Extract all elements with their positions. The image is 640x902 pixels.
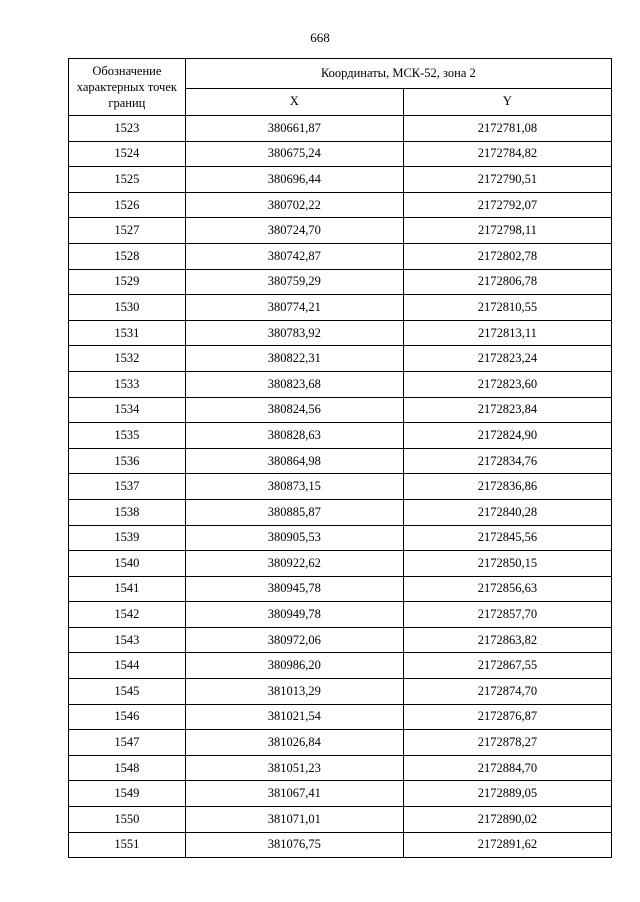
table-row [69, 192, 612, 218]
table-row [69, 295, 612, 321]
table-row [69, 397, 612, 423]
y-coordinate-cell: 2172878,27 [403, 730, 611, 756]
x-coordinate-cell: 380864,98 [185, 448, 403, 474]
y-coordinate-cell: 2172889,05 [403, 781, 611, 807]
y-coordinate-cell: 2172863,82 [403, 627, 611, 653]
point-id-cell: 1536 [69, 448, 186, 474]
table-body [69, 116, 612, 858]
y-coordinate-cell: 2172781,08 [403, 116, 611, 142]
point-id-cell: 1534 [69, 397, 186, 423]
point-id-cell: 1551 [69, 832, 186, 858]
x-coordinate-cell: 381026,84 [185, 730, 403, 756]
y-coordinate-cell: 2172813,11 [403, 320, 611, 346]
y-coordinate-cell: 2172806,78 [403, 269, 611, 295]
x-coordinate-cell: 381051,23 [185, 755, 403, 781]
table-row [69, 269, 612, 295]
y-coordinate-cell: 2172874,70 [403, 679, 611, 705]
table-row [69, 551, 612, 577]
table-row [69, 704, 612, 730]
x-coordinate-cell: 380972,06 [185, 627, 403, 653]
header-row [69, 59, 612, 89]
table-row [69, 525, 612, 551]
table-row [69, 653, 612, 679]
table-header [69, 59, 612, 116]
x-coordinate-cell: 380759,29 [185, 269, 403, 295]
point-id-cell: 1526 [69, 192, 186, 218]
y-coordinate-cell: 2172867,55 [403, 653, 611, 679]
x-coordinate-cell: 381013,29 [185, 679, 403, 705]
x-coordinate-cell: 380986,20 [185, 653, 403, 679]
table-row [69, 167, 612, 193]
y-coordinate-cell: 2172792,07 [403, 192, 611, 218]
table-row [69, 602, 612, 628]
x-coordinate-cell: 380949,78 [185, 602, 403, 628]
x-coordinate-cell: 380724,70 [185, 218, 403, 244]
point-id-cell: 1538 [69, 499, 186, 525]
point-id-cell: 1524 [69, 141, 186, 167]
point-id-cell: 1523 [69, 116, 186, 142]
point-id-cell: 1531 [69, 320, 186, 346]
table-row [69, 423, 612, 449]
x-coordinate-cell: 380873,15 [185, 474, 403, 500]
y-coordinate-cell: 2172834,76 [403, 448, 611, 474]
x-coordinate-cell: 380824,56 [185, 397, 403, 423]
x-coordinate-cell: 380702,22 [185, 192, 403, 218]
point-id-cell: 1549 [69, 781, 186, 807]
y-coordinate-cell: 2172876,87 [403, 704, 611, 730]
y-coordinate-cell: 2172823,24 [403, 346, 611, 372]
page-number: 668 [310, 30, 330, 45]
x-coordinate-cell: 380783,92 [185, 320, 403, 346]
x-coordinate-cell: 380828,63 [185, 423, 403, 449]
table-row [69, 730, 612, 756]
point-id-cell: 1542 [69, 602, 186, 628]
y-coordinate-cell: 2172824,90 [403, 423, 611, 449]
table-row [69, 371, 612, 397]
table-row [69, 474, 612, 500]
point-id-cell: 1525 [69, 167, 186, 193]
table-row [69, 141, 612, 167]
y-coordinate-cell: 2172890,02 [403, 807, 611, 833]
x-coordinate-cell: 381021,54 [185, 704, 403, 730]
x-coordinate-cell: 380905,53 [185, 525, 403, 551]
table-row [69, 781, 612, 807]
x-coordinate-cell: 380823,68 [185, 371, 403, 397]
point-id-cell: 1546 [69, 704, 186, 730]
y-coordinate-cell: 2172802,78 [403, 243, 611, 269]
point-id-cell: 1537 [69, 474, 186, 500]
table-row [69, 576, 612, 602]
table-row [69, 218, 612, 244]
table-row [69, 346, 612, 372]
y-coordinate-cell: 2172790,51 [403, 167, 611, 193]
x-coordinate-cell: 380696,44 [185, 167, 403, 193]
point-id-cell: 1545 [69, 679, 186, 705]
table-row [69, 679, 612, 705]
coordinates-system-header: Координаты, МСК-52, зона 2 [185, 59, 611, 89]
y-coordinate-cell: 2172810,55 [403, 295, 611, 321]
point-id-cell: 1541 [69, 576, 186, 602]
table-row [69, 499, 612, 525]
point-id-cell: 1548 [69, 755, 186, 781]
point-id-cell: 1529 [69, 269, 186, 295]
point-id-cell: 1550 [69, 807, 186, 833]
x-coordinate-cell: 380822,31 [185, 346, 403, 372]
point-id-cell: 1527 [69, 218, 186, 244]
y-coordinate-cell: 2172798,11 [403, 218, 611, 244]
x-coordinate-cell: 381071,01 [185, 807, 403, 833]
x-coordinate-cell: 380945,78 [185, 576, 403, 602]
y-coordinate-cell: 2172891,62 [403, 832, 611, 858]
y-coordinate-cell: 2172840,28 [403, 499, 611, 525]
table-row [69, 755, 612, 781]
y-coordinate-cell: 2172884,70 [403, 755, 611, 781]
y-coordinate-cell: 2172856,63 [403, 576, 611, 602]
y-coordinate-cell: 2172784,82 [403, 141, 611, 167]
y-column-header: Y [403, 88, 611, 115]
x-coordinate-cell: 380661,87 [185, 116, 403, 142]
coordinates-table [68, 58, 612, 858]
x-column-header: X [185, 88, 403, 115]
y-coordinate-cell: 2172823,84 [403, 397, 611, 423]
point-id-cell: 1532 [69, 346, 186, 372]
table-row [69, 807, 612, 833]
point-id-cell: 1540 [69, 551, 186, 577]
y-coordinate-cell: 2172823,60 [403, 371, 611, 397]
point-id-cell: 1547 [69, 730, 186, 756]
y-coordinate-cell: 2172857,70 [403, 602, 611, 628]
x-coordinate-cell: 380675,24 [185, 141, 403, 167]
point-id-cell: 1533 [69, 371, 186, 397]
table-row [69, 627, 612, 653]
x-coordinate-cell: 380774,21 [185, 295, 403, 321]
point-id-cell: 1543 [69, 627, 186, 653]
table-row [69, 832, 612, 858]
table-row [69, 243, 612, 269]
table-row [69, 448, 612, 474]
x-coordinate-cell: 380742,87 [185, 243, 403, 269]
x-coordinate-cell: 381067,41 [185, 781, 403, 807]
x-coordinate-cell: 381076,75 [185, 832, 403, 858]
table-row [69, 116, 612, 142]
point-designation-header: Обозначение характерных точек границ [69, 59, 186, 116]
y-coordinate-cell: 2172845,56 [403, 525, 611, 551]
x-coordinate-cell: 380922,62 [185, 551, 403, 577]
point-id-cell: 1535 [69, 423, 186, 449]
point-id-cell: 1528 [69, 243, 186, 269]
table-row [69, 320, 612, 346]
y-coordinate-cell: 2172836,86 [403, 474, 611, 500]
point-id-cell: 1544 [69, 653, 186, 679]
y-coordinate-cell: 2172850,15 [403, 551, 611, 577]
point-id-cell: 1530 [69, 295, 186, 321]
x-coordinate-cell: 380885,87 [185, 499, 403, 525]
point-id-cell: 1539 [69, 525, 186, 551]
